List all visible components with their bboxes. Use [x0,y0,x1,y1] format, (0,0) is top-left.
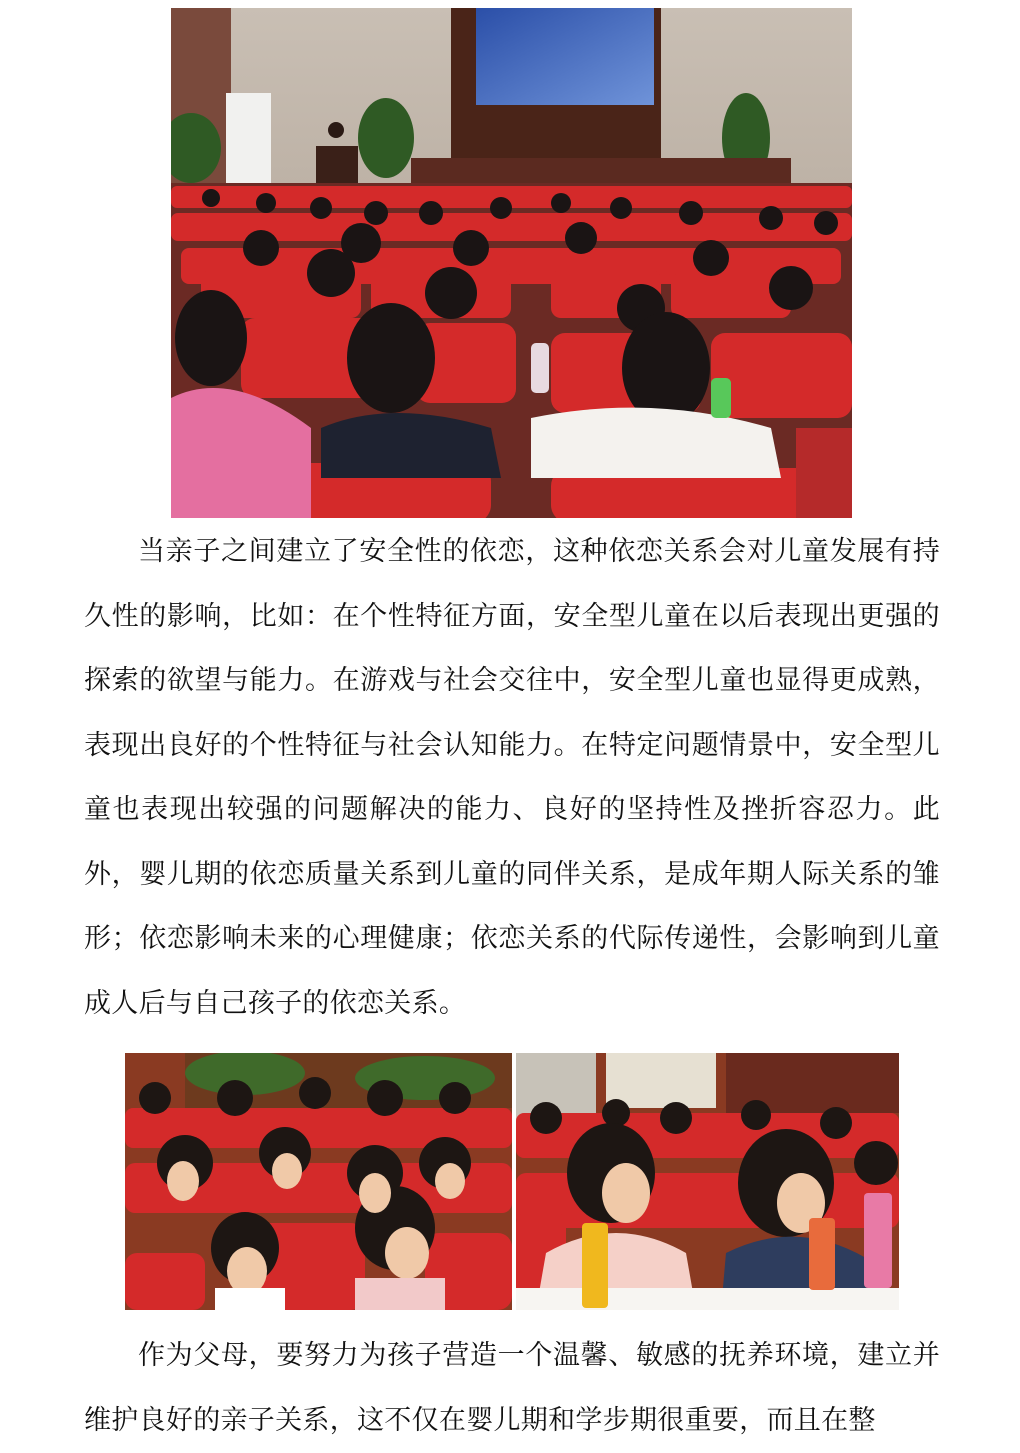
body-paragraph-2: 作为父母，要努力为孩子营造一个温馨、敏感的抚养环境，建立并维护良好的亲子关系，这不仅在婴儿期和学步期很重要，而且在整 [84,1340,940,1436]
audience-photo-right [516,1053,899,1310]
body-paragraph-1: 当亲子之间建立了安全性的依恋，这种依恋关系会对儿童发展有持久性的影响，比如：在个性特征方面，安全型儿童在以后表现出更强的探索的欲望与能力。在游戏与社会交往中，安全型儿童也显得更成熟，表现出良好的个性特征与社会认知能力。在特定问题情景中，安全型儿童也表现出较强的问题解决的能力、良好的坚持性及挫折容忍力。此外，婴儿期的依恋质量关系到儿童的同伴关系，是成年期人际关系的雏形；依恋影响未来的心理健康；依恋关系的代际传递性，会影响到儿童成人后与自己孩子的依恋关系。 [84,536,940,1019]
projection-screen [476,8,654,105]
audience-photo-left [125,1053,512,1310]
lecture-hall-photo [171,8,852,518]
